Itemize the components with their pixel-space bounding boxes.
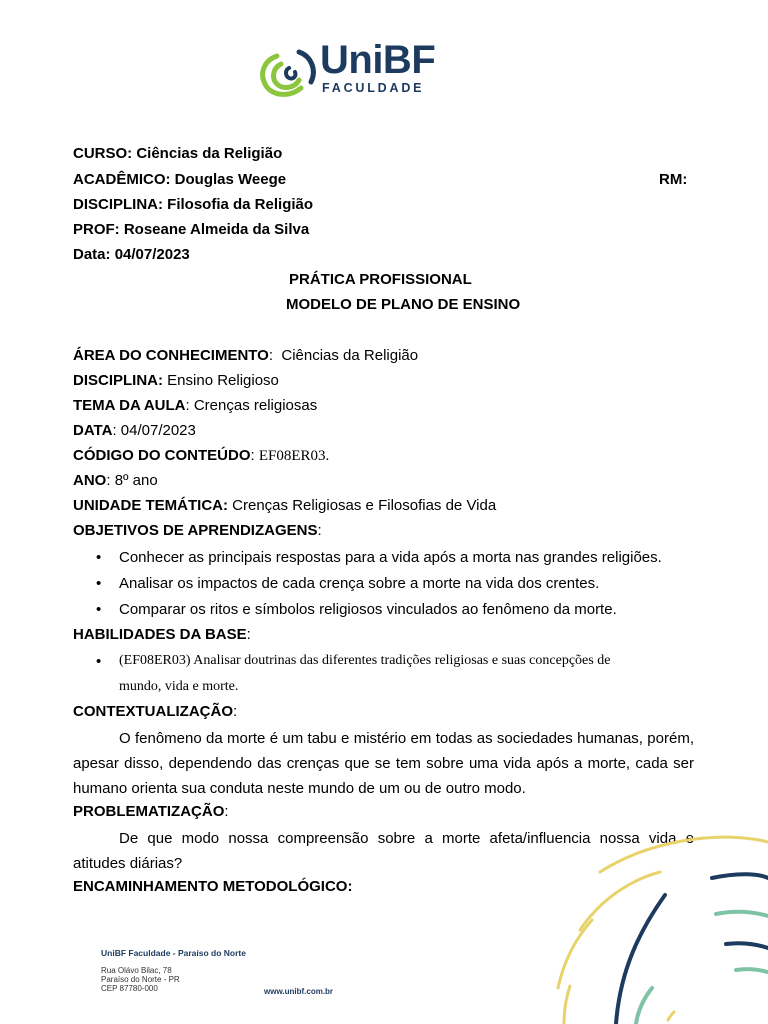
area-value: Ciências da Religião [281,347,419,364]
disciplina-plan-label: DISCIPLINA: [73,372,163,389]
prof-value: Roseane Almeida da Silva [123,221,310,238]
footer-address-line: Rua Olávo Bilac, 78 [101,966,172,975]
habilidade-item-line1: (EF08ER03) Analisar doutrinas das diferentes tradições religiosas e suas concepções de [119,653,611,668]
codigo-value: EF08ER03. [258,448,330,464]
objetivo-item: Comparar os ritos e símbolos religiosos vinculados ao fenômeno da morte. [119,601,617,618]
disciplina-plan-line [73,372,279,390]
curso-line [73,145,282,163]
curso-label: CURSO: [73,145,133,162]
data-plan-label: DATA [73,422,113,439]
footer-address-line: CEP 87780-000 [101,984,158,993]
area-label: ÁREA DO CONHECIMENTO [73,347,269,364]
ano-line: ANO: 8º ano [73,472,158,489]
habilidade-item-line2: mundo, vida e morte. [119,679,239,694]
data-plan-value: 04/07/2023 [120,422,196,439]
disciplina-label: DISCIPLINA: [73,196,163,213]
tema-line: TEMA DA AULA: Crenças religiosas [73,397,318,414]
data-label: Data: [73,246,111,263]
disciplina-value: Filosofia da Religião [167,196,314,213]
bullet-marker: • [96,601,102,618]
footer-title: UniBF Faculdade - Paraíso do Norte [101,948,246,958]
prof-line [73,221,309,239]
problematizacao-paragraph: De que modo nossa compreensão sobre a morte afeta/influencia nossa vida e atitudes diárias? [73,830,694,872]
prof-label: PROF: [73,221,120,238]
objetivos-line: OBJETIVOS DE APRENDIZAGENS: [73,522,322,539]
data-value: 04/07/2023 [114,246,190,263]
contextualizacao-line: CONTEXTUALIZAÇÃO: [73,703,238,720]
bullet-marker: • [96,653,102,670]
data-line [73,246,190,264]
contextualizacao-paragraph: O fenômeno da morte é um tabu e mistério em todas as sociedades humanas, porém, apesar disso, dependendo das crenças que se tem sobre uma vida após a morte, cada ser humano orienta sua conduta neste mundo de um ou de outro modo. [73,730,694,797]
unidade-label: UNIDADE TEMÁTICA: [73,497,228,514]
codigo-label: CÓDIGO DO CONTEÚDO [73,447,251,464]
area-line: ÁREA DO CONHECIMENTO: Ciências da Religião [73,347,419,364]
rm-label: RM: [659,171,688,188]
footer-address-line: Paraíso do Norte - PR [101,975,180,984]
codigo-line: CÓDIGO DO CONTEÚDO: EF08ER03. [73,447,330,464]
brand-name: UniBF [320,38,436,82]
ano-label: ANO [73,472,107,489]
unidade-value: Crenças Religiosas e Filosofias de Vida [232,497,497,514]
title-pratica: PRÁTICA PROFISSIONAL [289,271,472,288]
problematizacao-line: PROBLEMATIZAÇÃO: [73,803,229,820]
academico-line [73,171,286,189]
curso-value: Ciências da Religião [136,145,283,162]
unidade-line [73,497,496,515]
data-plan-line: DATA: 04/07/2023 [73,422,196,439]
problematizacao-label: PROBLEMATIZAÇÃO [73,803,225,820]
footer-website: www.unibf.com.br [264,987,334,996]
encaminhamento-label: ENCAMINHAMENTO METODOLÓGICO: [73,878,353,895]
footer-address [101,966,180,993]
bullet-marker: • [96,549,102,566]
bullet-marker: • [96,575,102,592]
objetivo-item: Analisar os impactos de cada crença sobre a morte na vida dos crentes. [119,575,600,592]
disciplina-line [73,196,313,214]
academico-value: Douglas Weege [174,171,287,188]
objetivo-item: Conhecer as principais respostas para a vida após a morta nas grandes religiões. [119,549,662,566]
brand-subtitle: FACULDADE [322,81,425,95]
habilidades-label: HABILIDADES DA BASE [73,626,247,643]
objetivos-label: OBJETIVOS DE APRENDIZAGENS [73,522,318,539]
contextualizacao-label: CONTEXTUALIZAÇÃO [73,703,233,720]
habilidades-line: HABILIDADES DA BASE: [73,626,251,643]
ano-value: 8º ano [114,472,158,489]
decorative-arcs-icon [540,820,768,1024]
title-modelo: MODELO DE PLANO DE ENSINO [286,296,521,313]
tema-label: TEMA DA AULA [73,397,186,414]
academico-label: ACADÊMICO: [73,171,171,188]
disciplina-plan-value: Ensino Religioso [167,372,279,389]
tema-value: Crenças religiosas [193,397,318,414]
